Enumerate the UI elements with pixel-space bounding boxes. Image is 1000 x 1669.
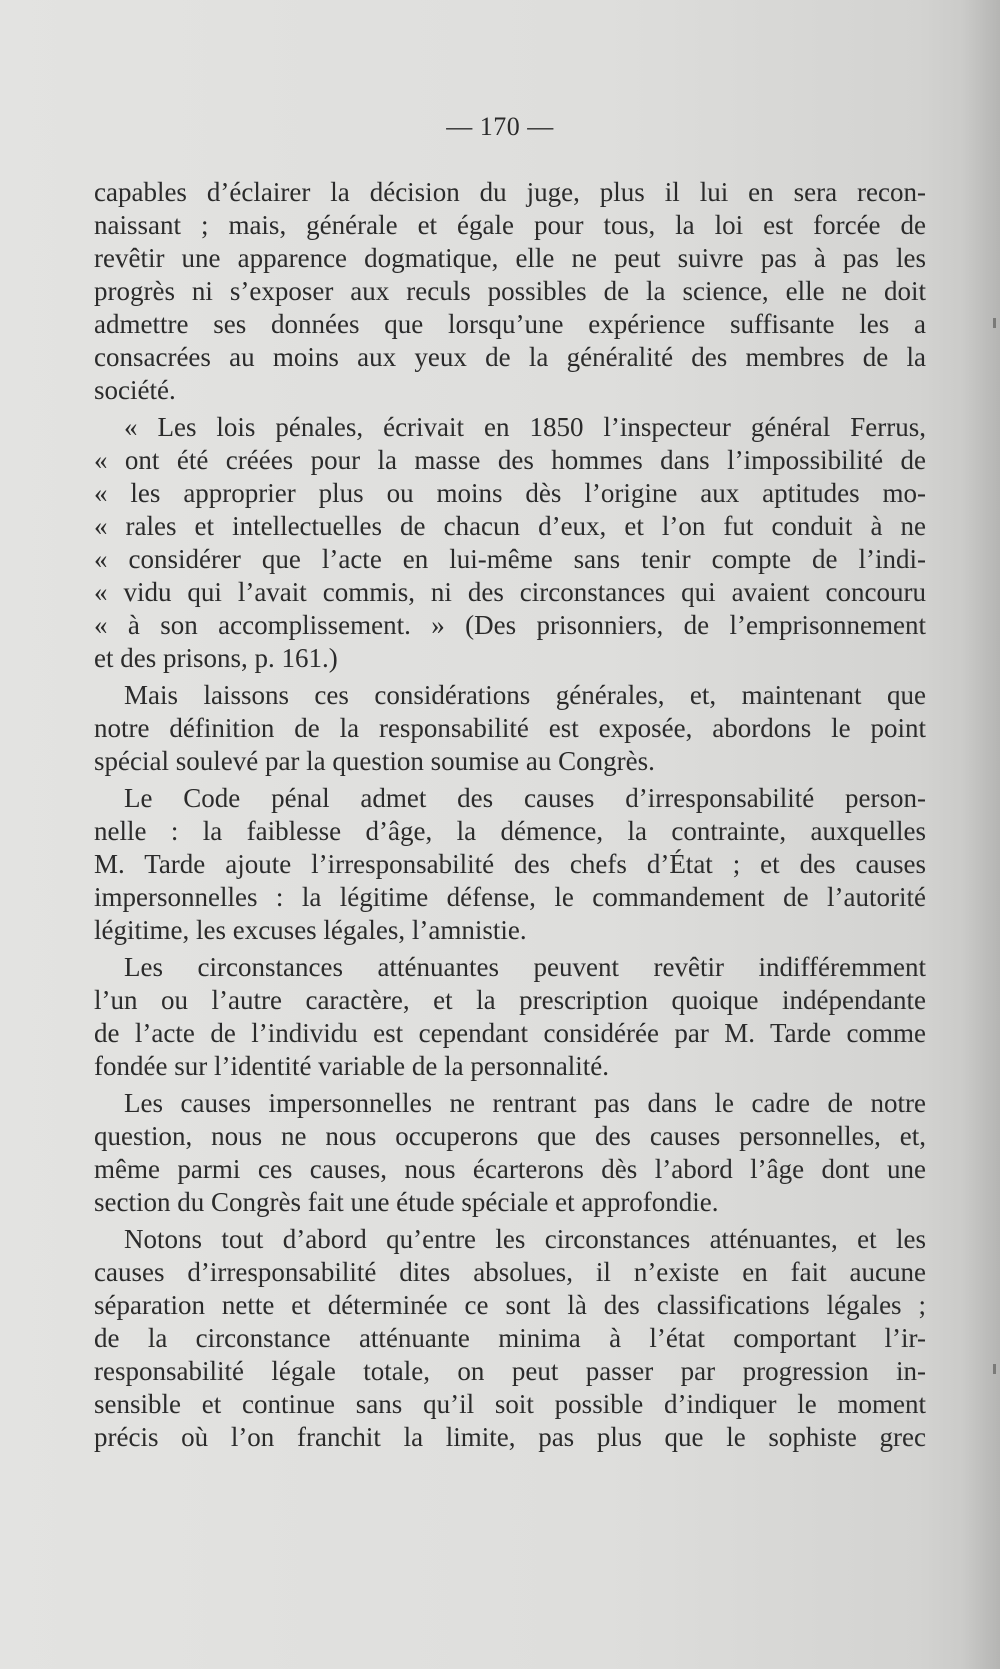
text-line: « les approprier plus ou moins dès l’origine aux aptitudes mo- bbox=[94, 478, 926, 508]
paragraph bbox=[94, 1223, 926, 1454]
text-line: notre définition de la responsabilité est exposée, abordons le point bbox=[94, 713, 926, 743]
text-line: responsabilité légale totale, on peut passer par progression in- bbox=[94, 1356, 926, 1386]
paragraph bbox=[94, 679, 926, 778]
paragraph bbox=[94, 176, 926, 407]
text-line: « rales et intellectuelles de chacun d’eux, et l’on fut conduit à ne bbox=[94, 511, 926, 541]
text-line: revêtir une apparence dogmatique, elle ne peut suivre pas à pas les bbox=[94, 243, 926, 273]
text-line: société. bbox=[94, 375, 176, 405]
text-line: consacrées au moins aux yeux de la généralité des membres de la bbox=[94, 342, 926, 372]
text-line: « vidu qui l’avait commis, ni des circonstances qui avaient concouru bbox=[94, 577, 926, 607]
text-line: « à son accomplissement. » (Des prisonniers, de l’emprisonnement bbox=[94, 610, 926, 640]
text-line: légitime, les excuses légales, l’amnistie. bbox=[94, 915, 527, 945]
text-line: impersonnelles : la légitime défense, le commandement de l’autorité bbox=[94, 882, 926, 912]
text-line: même parmi ces causes, nous écarterons dès l’abord l’âge dont une bbox=[94, 1154, 926, 1184]
text-line: section du Congrès fait une étude spéciale et approfondie. bbox=[94, 1187, 719, 1217]
text-line: « considérer que l’acte en lui-même sans tenir compte de l’indi- bbox=[94, 544, 926, 574]
text-line: causes d’irresponsabilité dites absolues, il n’existe en fait aucune bbox=[94, 1257, 926, 1287]
text-line: sensible et continue sans qu’il soit possible d’indiquer le moment bbox=[94, 1389, 926, 1419]
text-line: question, nous ne nous occuperons que des causes personnelles, et, bbox=[94, 1121, 926, 1151]
text-line: l’un ou l’autre caractère, et la prescription quoique indépendante bbox=[94, 985, 926, 1015]
text-line: et des prisons, p. 161.) bbox=[94, 643, 338, 673]
text-line: Les causes impersonnelles ne rentrant pas dans le cadre de notre bbox=[124, 1088, 926, 1118]
body-text bbox=[94, 176, 926, 1454]
page-number: — 170 — bbox=[446, 112, 554, 141]
page-shadow-edge bbox=[962, 0, 1000, 1669]
text-line: précis où l’on franchit la limite, pas plus que le sophiste grec bbox=[94, 1422, 926, 1452]
text-line: Mais laissons ces considérations générales, et, maintenant que bbox=[124, 680, 926, 710]
paragraph bbox=[94, 782, 926, 947]
text-line: M. Tarde ajoute l’irresponsabilité des chefs d’État ; et des causes bbox=[94, 849, 926, 879]
text-line: de la circonstance atténuante minima à l’état comportant l’ir- bbox=[94, 1323, 926, 1353]
scan-artifact bbox=[993, 1364, 996, 1374]
quotation-paragraph bbox=[94, 411, 926, 675]
text-line: capables d’éclairer la décision du juge, plus il lui en sera recon- bbox=[94, 177, 926, 207]
text-line: Les circonstances atténuantes peuvent revêtir indifféremment bbox=[124, 952, 926, 982]
text-line: fondée sur l’identité variable de la personnalité. bbox=[94, 1051, 610, 1081]
paragraph bbox=[94, 1087, 926, 1219]
text-line: naissant ; mais, générale et égale pour tous, la loi est forcée de bbox=[94, 210, 926, 240]
text-line: de l’acte de l’individu est cependant considérée par M. Tarde comme bbox=[94, 1018, 926, 1048]
paragraph bbox=[94, 951, 926, 1083]
scan-artifact bbox=[993, 318, 996, 328]
text-line: Notons tout d’abord qu’entre les circonstances atténuantes, et les bbox=[124, 1224, 926, 1254]
text-line: « Les lois pénales, écrivait en 1850 l’inspecteur général Ferrus, bbox=[124, 412, 926, 442]
text-line: séparation nette et déterminée ce sont là des classifications légales ; bbox=[94, 1290, 926, 1320]
text-line: spécial soulevé par la question soumise au Congrès. bbox=[94, 746, 655, 776]
text-line: Le Code pénal admet des causes d’irresponsabilité person- bbox=[124, 783, 926, 813]
text-line: progrès ni s’exposer aux reculs possibles de la science, elle ne doit bbox=[94, 276, 926, 306]
text-line: « ont été créées pour la masse des hommes dans l’impossibilité de bbox=[94, 445, 926, 475]
text-line: nelle : la faiblesse d’âge, la démence, la contrainte, auxquelles bbox=[94, 816, 926, 846]
text-line: admettre ses données que lorsqu’une expérience suffisante les a bbox=[94, 309, 926, 339]
